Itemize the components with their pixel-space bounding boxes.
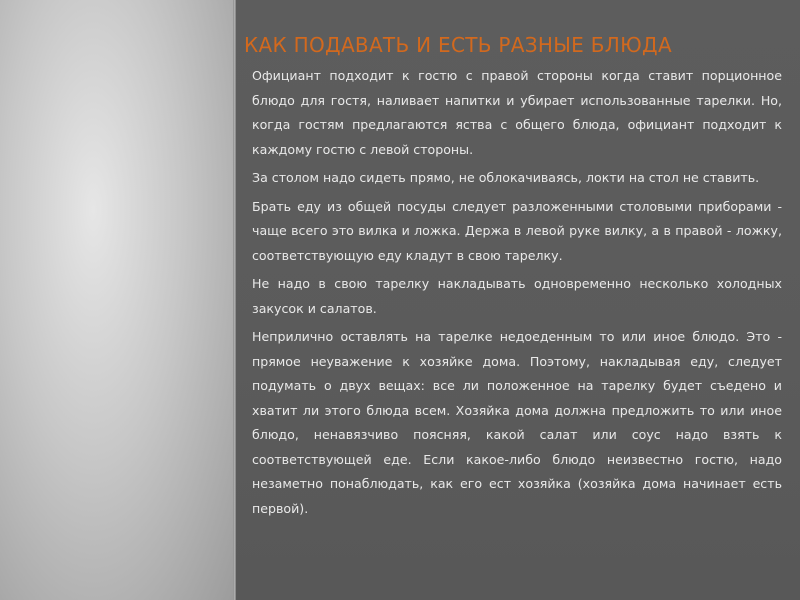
paragraph-leftover-food: Неприлично оставлять на тарелке недоеденным то или иное блюдо. Это - прямое неуважение к хозяйке дома. Поэтому, накладывая еду, следует подумать о двух вещах: все ли положенное на тарелку будет съедено и хватит ли этого блюда всем. Хозяйка дома должна предложить то или иное блюдо, ненавязчиво поясняя, какой салат или соус надо взять к соответствующей еде. Если какое-либо блюдо неизвестно гостю, надо незаметно понаблюдать, как его ест хозяйка (хозяйка дома начинает есть первой). <box>252 329 782 516</box>
paragraph-serving-utensils: Брать еду из общей посуды следует разложенными столовыми приборами - чаще всего это вилка и ложка. Держа в левой руке вилку, а в правой - ложку, соответствующую еду кладут в свою тарелку. <box>252 198 782 263</box>
slide-body <box>252 64 782 525</box>
paragraph-cold-appetizers: Не надо в свою тарелку накладывать одновременно несколько холодных закусок и салатов. <box>252 276 782 316</box>
paragraph-waiter-service: Официант подходит к гостю с правой стороны когда ставит порционное блюдо для гостя, наливает напитки и убирает использованные тарелки. Но, когда гостям предлагаются яства с общего блюда, официант подходит к каждому гостю с левой стороны. <box>252 68 782 157</box>
slide-title: КАК ПОДАВАТЬ И ЕСТЬ РАЗНЫЕ БЛЮДА <box>244 33 672 57</box>
decorative-side-panel <box>0 0 233 600</box>
paragraph-sitting-posture: За столом надо сидеть прямо, не облокачиваясь, локти на стол не ставить. <box>252 170 760 185</box>
